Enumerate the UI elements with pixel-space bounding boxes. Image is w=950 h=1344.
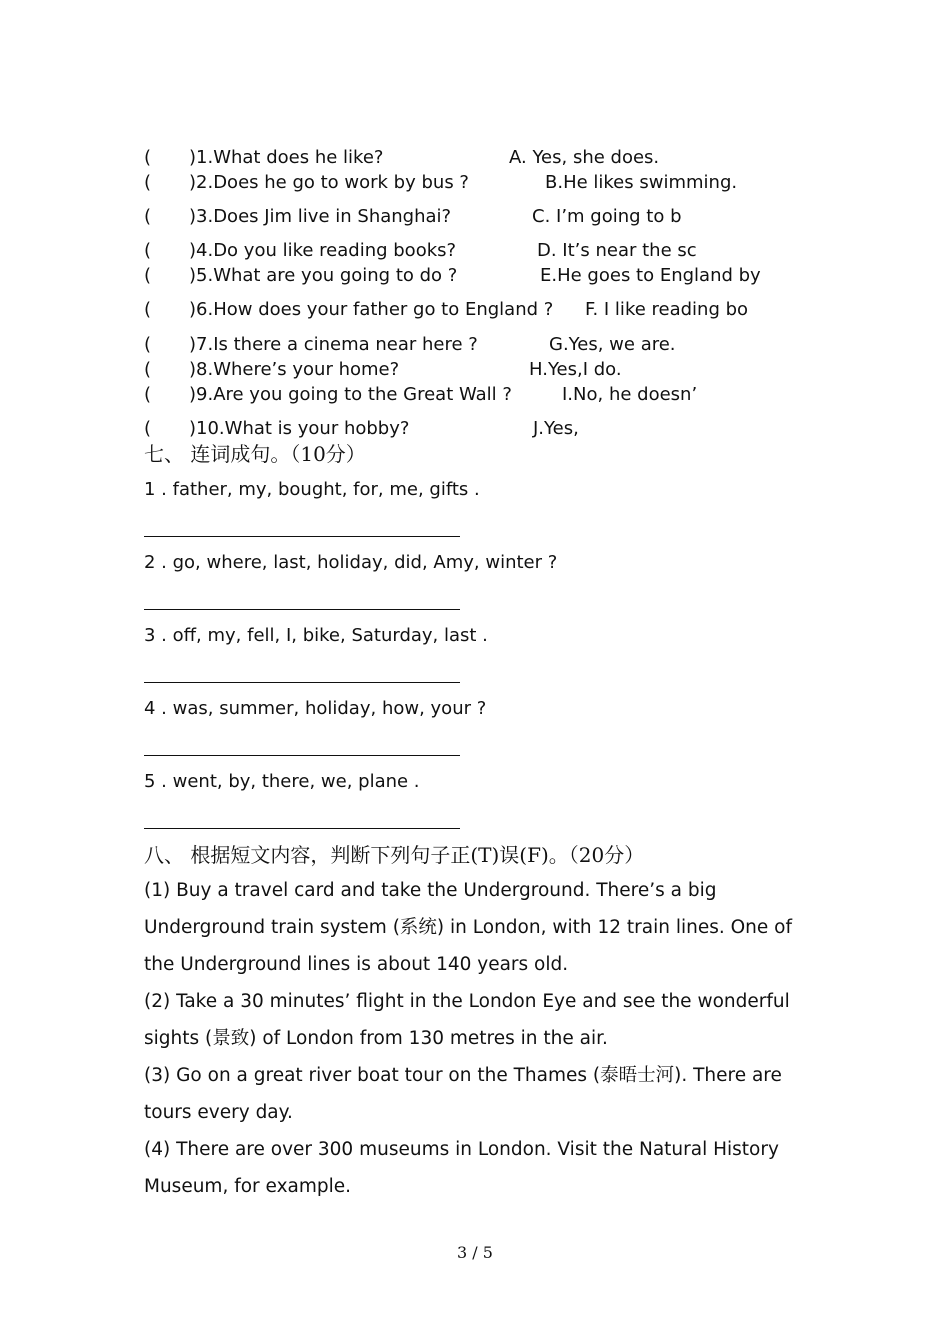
reading-passage <box>144 872 814 1205</box>
section-7-title: 七、 连词成句。（10分） <box>144 442 366 466</box>
option-f: F. I like reading bo <box>585 299 749 320</box>
answer-line-2[interactable] <box>144 609 460 610</box>
question-9: )9.Are you going to the Great Wall ? <box>189 384 512 405</box>
question-6: )6.How does your father go to England ? <box>189 299 554 320</box>
answer-line-4[interactable] <box>144 755 460 756</box>
option-d: D. It’s near the sc <box>537 240 697 261</box>
sentence-item-1: 1 . father, my, bought, for, me, gifts . <box>144 479 480 500</box>
question-8: )8.Where’s your home? <box>189 359 400 380</box>
passage-paragraph-4: (4) There are over 300 museums in London. Visit the Natural History Museum, for example. <box>144 1139 779 1197</box>
answer-line-3[interactable] <box>144 682 460 683</box>
option-b: B.He likes swimming. <box>545 172 738 193</box>
answer-paren: ( <box>144 172 152 193</box>
option-j: J.Yes, <box>533 418 579 439</box>
question-4: )4.Do you like reading books? <box>189 240 457 261</box>
sentence-item-5: 5 . went, by, there, we, plane . <box>144 771 420 792</box>
section-8-title: 八、 根据短文内容，判断下列句子正(T)误(F)。（20分） <box>144 843 645 867</box>
option-h: H.Yes,I do. <box>529 359 622 380</box>
question-2: )2.Does he go to work by bus ? <box>189 172 469 193</box>
answer-paren: ( <box>144 299 152 320</box>
question-5: )5.What are you going to do ? <box>189 265 458 286</box>
answer-paren: ( <box>144 384 152 405</box>
passage-paragraph-1: (1) Buy a travel card and take the Underground. There’s a big Underground train system (系统) in London, with 12 train lines. One of the Underground lines is about 140 years old. <box>144 880 793 975</box>
answer-line-1[interactable] <box>144 536 460 537</box>
answer-paren: ( <box>144 206 152 227</box>
answer-paren: ( <box>144 418 152 439</box>
answer-paren: ( <box>144 240 152 261</box>
answer-paren: ( <box>144 359 152 380</box>
question-7: )7.Is there a cinema near here ? <box>189 334 478 355</box>
page-number: 3 / 5 <box>457 1243 493 1262</box>
answer-paren: ( <box>144 334 152 355</box>
option-e: E.He goes to England by <box>540 265 761 286</box>
sentence-item-3: 3 . off, my, fell, I, bike, Saturday, last . <box>144 625 488 646</box>
answer-paren: ( <box>144 147 152 168</box>
option-i: I.No, he doesn’ <box>562 384 698 405</box>
answer-paren: ( <box>144 265 152 286</box>
passage-paragraph-3: (3) Go on a great river boat tour on the Thames (泰晤士河). There are tours every day. <box>144 1065 782 1123</box>
option-g: G.Yes, we are. <box>549 334 676 355</box>
question-3: )3.Does Jim live in Shanghai? <box>189 206 452 227</box>
option-a: A. Yes, she does. <box>509 147 660 168</box>
sentence-item-2: 2 . go, where, last, holiday, did, Amy, winter ? <box>144 552 558 573</box>
option-c: C. I’m going to b <box>532 206 682 227</box>
question-1: )1.What does he like? <box>189 147 384 168</box>
passage-paragraph-2: (2) Take a 30 minutes’ flight in the London Eye and see the wonderful sights (景致) of London from 130 metres in the air. <box>144 991 790 1049</box>
answer-line-5[interactable] <box>144 828 460 829</box>
sentence-item-4: 4 . was, summer, holiday, how, your ? <box>144 698 487 719</box>
question-10: )10.What is your hobby? <box>189 418 410 439</box>
